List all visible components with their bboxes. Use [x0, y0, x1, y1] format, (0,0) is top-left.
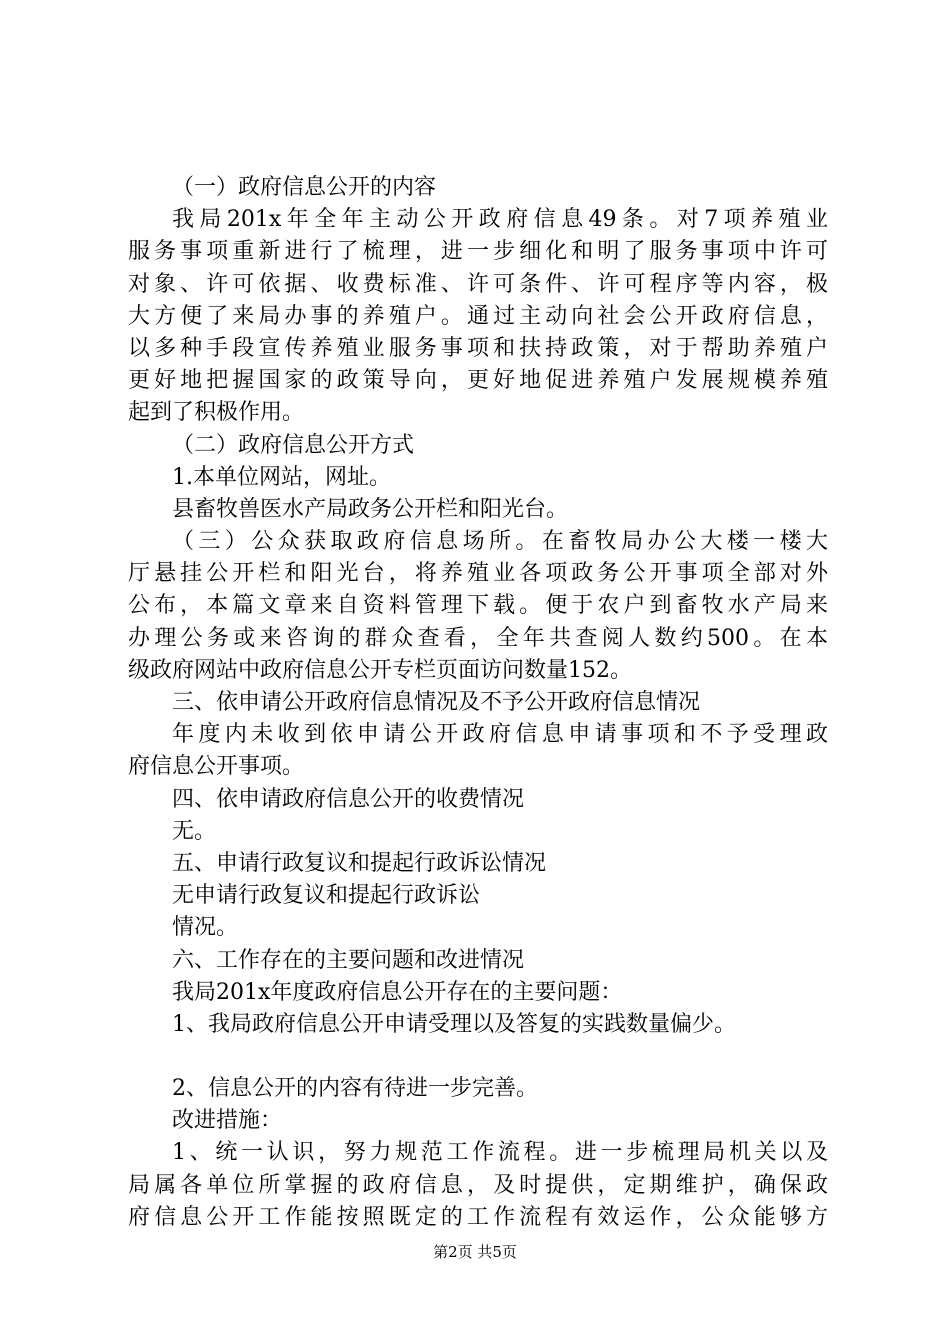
paragraph-line: 情况。	[172, 915, 239, 941]
paragraph-line: 服务事项重新进行了梳理，进一步细化和明了服务事项中许可	[128, 239, 828, 265]
paragraph-line: 1、统一认识，努力规范工作流程。进一步梳理局机关以及	[172, 1140, 828, 1166]
paragraph-line: 改进措施：	[172, 1108, 283, 1134]
paragraph-line: 更好地把握国家的政策导向，更好地促进养殖户发展规模养殖	[128, 368, 828, 394]
paragraph-line: （三）公众获取政府信息场所。在畜牧局办公大楼一楼大	[172, 529, 828, 555]
paragraph-line: 厅悬挂公开栏和阳光台，将养殖业各项政务公开事项全部对外	[128, 561, 828, 587]
paragraph-line: 1、我局政府信息公开申请受理以及答复的实践数量偏少。	[172, 1011, 736, 1037]
page-number-footer: 第2页 共5页	[433, 1243, 517, 1261]
section-heading-3: 三、依申请公开政府信息情况及不予公开政府信息情况	[172, 690, 701, 715]
paragraph-line: 府信息公开工作能按照既定的工作流程有效运作，公众能够方	[128, 1204, 828, 1230]
section-heading-5: 五、申请行政复议和提起行政诉讼情况	[172, 850, 547, 876]
paragraph-line: 年度内未收到依申请公开政府信息申请事项和不予受理政	[172, 722, 828, 748]
section-heading-6: 六、工作存在的主要问题和改进情况	[172, 947, 525, 973]
paragraph-line: 无。	[172, 818, 217, 844]
paragraph-line: 大方便了来局办事的养殖户。通过主动向社会公开政府信息，	[128, 303, 828, 329]
section-heading-method: （二）政府信息公开方式	[172, 432, 415, 458]
paragraph-gap	[128, 1041, 828, 1073]
paragraph-line: 对象、许可依据、收费标准、许可条件、许可程序等内容，极	[128, 271, 828, 297]
document-body	[128, 172, 828, 1234]
paragraph-line: 局属各单位所掌握的政府信息，及时提供，定期维护，确保政	[128, 1172, 828, 1198]
paragraph-line: 公布，本篇文章来自资料管理下载。便于农户到畜牧水产局来	[128, 593, 828, 619]
paragraph-line: 级政府网站中政府信息公开专栏页面访问数量152。	[128, 657, 632, 683]
section-heading-4: 四、依申请政府信息公开的收费情况	[172, 786, 525, 812]
paragraph-line: 我局201x年全年主动公开政府信息49条。对7项养殖业	[172, 207, 828, 233]
paragraph-line: 无申请行政复议和提起行政诉讼	[172, 883, 481, 909]
paragraph-line: 县畜牧兽医水产局政务公开栏和阳光台。	[172, 496, 569, 522]
paragraph-line: 办理公务或来咨询的群众查看，全年共查阅人数约500。在本	[128, 625, 828, 651]
paragraph-line: 府信息公开事项。	[128, 754, 305, 780]
paragraph-line: 1.本单位网站，网址。	[172, 464, 391, 490]
paragraph-line: 起到了积极作用。	[128, 400, 305, 426]
paragraph-line: 2、信息公开的内容有待进一步完善。	[172, 1076, 538, 1102]
paragraph-line: 以多种手段宣传养殖业服务事项和扶持政策，对于帮助养殖户	[128, 335, 828, 361]
section-heading-content: （一）政府信息公开的内容	[172, 175, 437, 200]
paragraph-line: 我局201x年度政府信息公开存在的主要问题：	[172, 979, 623, 1005]
